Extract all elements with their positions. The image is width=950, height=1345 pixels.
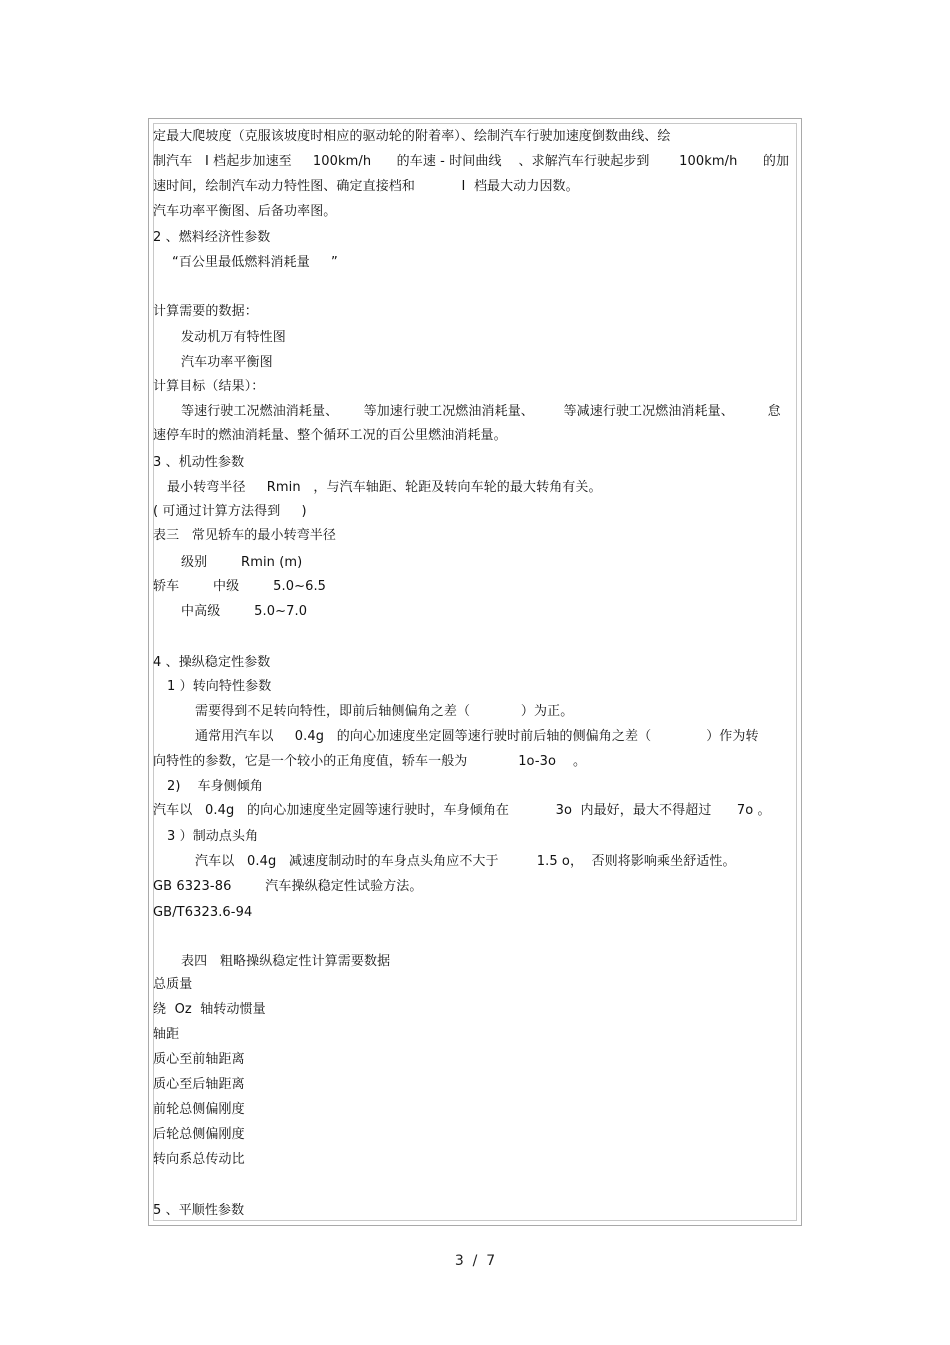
text-line: 制汽车 I 档起步加速至 100km/h 的车速 - 时间曲线 、求解汽车行驶起步到 100km/h 的加: [153, 154, 790, 169]
list-item: 绕 Oz 轴转动惯量: [153, 1002, 266, 1017]
page-number: 3 / 7: [454, 1253, 496, 1269]
text-line: 速停车时的燃油消耗量、整个循环工况的百公里燃油消耗量。: [153, 428, 507, 443]
text-line: 速时间，绘制汽车动力特性图、确定直接档和 I 档最大动力因数。: [153, 179, 579, 194]
section-heading: 3 、机动性参数: [153, 455, 245, 470]
text-line: 最小转弯半径 Rmin ，与汽车轴距、轮距及转向车轮的最大转角有关。: [167, 480, 602, 495]
list-item: 前轮总侧偏刚度: [153, 1102, 245, 1117]
text-line: “百公里最低燃料消耗量 ”: [172, 255, 338, 270]
list-item: 总质量: [153, 977, 193, 992]
list-item: 质心至前轴距离: [153, 1052, 245, 1067]
text-line: 需要得到不足转向特性，即前后轴侧偏角之差（ ）为正。: [195, 704, 574, 719]
text-line: ( 可通过计算方法得到 ): [153, 504, 307, 519]
list-item: 质心至后轴距离: [153, 1077, 245, 1092]
text-line: 计算目标（结果）：: [153, 379, 265, 394]
table-row: 中高级 5.0~7.0: [181, 604, 308, 619]
text-line: 汽车功率平衡图、后备功率图。: [153, 204, 337, 219]
text-line: GB/T6323.6-94: [153, 905, 253, 920]
table-row: 轿车 中级 5.0~6.5: [153, 579, 327, 594]
text-line: 汽车功率平衡图: [181, 355, 273, 370]
list-item: 后轮总侧偏刚度: [153, 1127, 245, 1142]
text-line: 汽车以 0.4g 的向心加速度坐定圆等速行驶时，车身倾角在 3o 内最好，最大不得超过 7o 。: [153, 803, 771, 818]
text-line: GB 6323-86 汽车操纵稳定性试验方法。: [153, 879, 423, 894]
text-line: 汽车以 0.4g 减速度制动时的车身点头角应不大于 1.5 o， 否则将影响乘坐舒适性。: [195, 854, 736, 869]
text-line: 定最大爬坡度（克服该坡度时相应的驱动轮的附着率）、绘制汽车行驶加速度倒数曲线、绘: [153, 129, 671, 144]
text-line: 通常用汽车以 0.4g 的向心加速度坐定圆等速行驶时前后轴的侧偏角之差（ ）作为转: [195, 729, 759, 744]
table-caption: 表三 常见轿车的最小转弯半径: [153, 528, 336, 543]
subsection-heading: 1 ）转向特性参数: [167, 679, 272, 694]
list-item: 轴距: [153, 1027, 180, 1042]
table-caption: 表四 粗略操纵稳定性计算需要数据: [181, 954, 391, 969]
subsection-heading: 2) 车身侧倾角: [167, 779, 263, 794]
text-line: 等速行驶工况燃油消耗量、 等加速行驶工况燃油消耗量、 等减速行驶工况燃油消耗量、 怠: [181, 404, 781, 419]
text-line: 计算需要的数据：: [153, 304, 258, 319]
section-heading: 2 、燃料经济性参数: [153, 230, 271, 245]
text-line: 发动机万有特性图: [181, 330, 286, 345]
list-item: 转向系总传动比: [153, 1152, 245, 1167]
section-heading: 4 、操纵稳定性参数: [153, 655, 271, 670]
text-line: 向特性的参数，它是一个较小的正角度值，轿车一般为 1o-3o 。: [153, 754, 587, 769]
subsection-heading: 3 ）制动点头角: [167, 829, 259, 844]
section-heading: 5 、平顺性参数: [153, 1203, 245, 1218]
table-header: 级别 Rmin (m): [181, 555, 303, 570]
